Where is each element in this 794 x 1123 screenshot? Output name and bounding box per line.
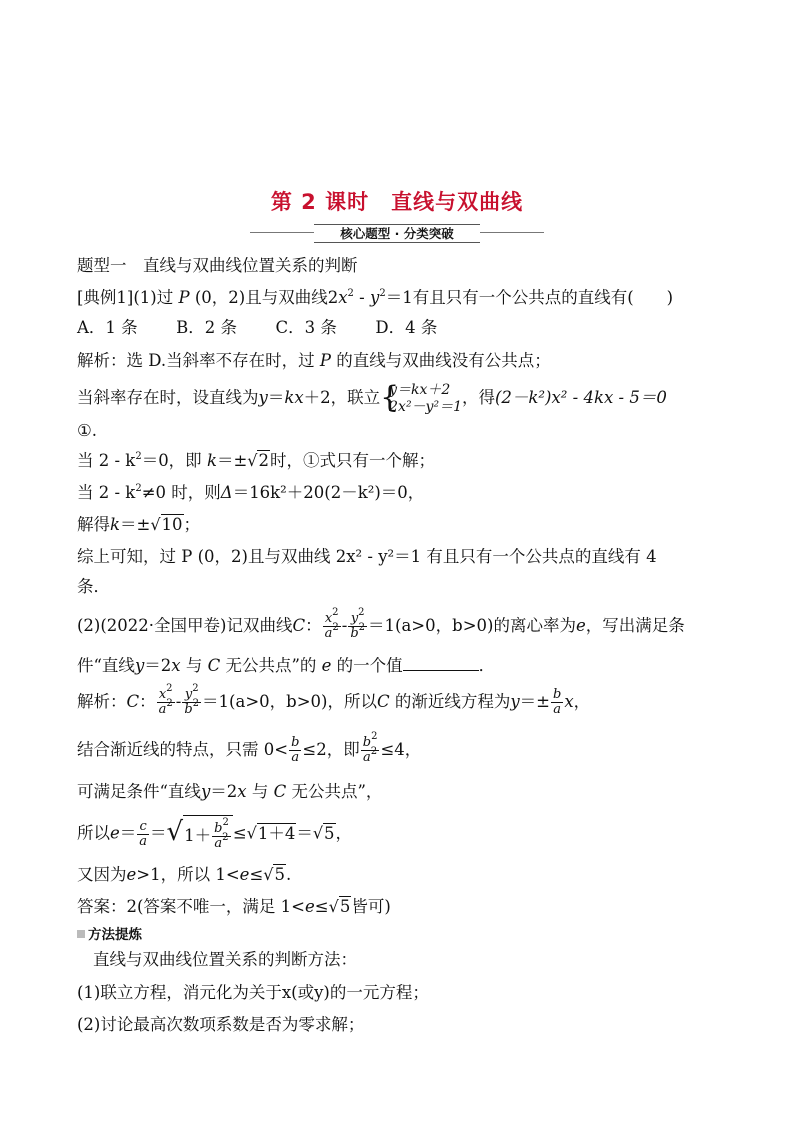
- system-eq-1: { y＝kx＋2: [389, 381, 451, 398]
- analysis2-text: >1，所以 1<: [136, 865, 240, 884]
- system-eq-2: 2x²－y²＝1: [389, 398, 462, 415]
- example2-line2: 件“直线y＝2x 与 C 无公共点”的 e 的一个值 ．: [77, 656, 496, 675]
- example1-label: [典例1](1)过: [77, 288, 174, 307]
- page-title: 第 2 课时 直线与双曲线: [270, 190, 524, 214]
- example1-mid: 且与双曲线2: [245, 288, 339, 307]
- example2-text: ，写出满足条: [585, 616, 685, 635]
- analysis1-text: 的直线与双曲线没有公共点；: [336, 351, 551, 370]
- section-heading: 题型一 直线与双曲线位置关系的判断: [77, 256, 358, 275]
- method-step2: (2)讨论最高次数项系数是否为零求解；: [77, 1015, 365, 1034]
- analysis2-text: ，: [335, 823, 353, 843]
- analysis2-line2: 结合渐近线的特点，只需 0< $\frac{b}{a}$ ≤2，即 $\frac{b^2}{a^2}$ ≤4，: [77, 731, 422, 765]
- answer-line: 答案：2(答案不唯一，满足 1<e≤√5皆可): [77, 897, 391, 916]
- example1-tail: ＝1有且只有一个公共点的直线有( ): [385, 288, 674, 307]
- analysis1-text: ；: [183, 515, 201, 534]
- banner-rule-left: [250, 232, 314, 233]
- point-coords: (0，2): [194, 288, 246, 307]
- banner-rule-right: [480, 232, 544, 233]
- option-d: D．4 条: [375, 318, 438, 337]
- analysis1-line6: 解得k＝±√10；: [77, 515, 201, 534]
- analysis1-text: 当 2 - k: [77, 451, 136, 470]
- analysis1-text: ＝0，即: [141, 451, 202, 470]
- analysis2-text: 无公共点”，: [291, 782, 383, 801]
- analysis2-text: ≤: [249, 865, 264, 884]
- example1-options: [77, 317, 437, 339]
- analysis1-line8: 条．: [77, 577, 110, 596]
- analysis1-line7: 综上可知，过 P (0，2)且与双曲线 2x² - y²＝1 有且只有一个公共点的直线有 4: [77, 547, 657, 566]
- option-c: C．3 条: [275, 318, 337, 337]
- analysis1-line3: ①.: [77, 421, 98, 440]
- analysis2-line5: 又因为e>1，所以 1<e≤√5.: [77, 865, 292, 884]
- answer-blank: [403, 656, 479, 671]
- analysis2-text: 结合渐近线的特点，只需 0<: [77, 740, 289, 759]
- banner-label: 核心题型 · 分类突破: [314, 224, 480, 243]
- analysis2-text: ≤2，即: [302, 740, 360, 759]
- answer-text: ≤: [314, 897, 329, 916]
- analysis1-line2: 当斜率存在时，设直线为y＝kx＋2，联立 { y＝kx＋2 2x²－y²＝1 ，得(2－k²)x² - 4kx - 5＝0: [77, 380, 667, 416]
- analysis1-line4: 当 $2 - k^2=0$，即 k＝±√2时，①式只有一个解；: [77, 451, 435, 470]
- analysis2-text: 的渐近线方程为: [394, 692, 511, 711]
- analysis1-text: ，得: [461, 388, 495, 407]
- analysis2-text: ≤: [232, 823, 247, 843]
- discriminant: ＝16k²＋20(2－k²)＝0，: [232, 483, 425, 502]
- example2-text: ＝1(a>0，b>0)的离心率为: [368, 616, 576, 635]
- point-p: P: [178, 288, 190, 307]
- analysis2-line3: 可满足条件“直线y＝2x 与 C 无公共点”，: [77, 782, 383, 801]
- analysis2-text: 可满足条件“直线: [77, 782, 201, 801]
- method-intro: 直线与双曲线位置关系的判断方法：: [93, 950, 357, 969]
- analysis1-text: 时，①式只有一个解；: [269, 451, 435, 470]
- analysis2-line4: 所以e＝ $\frac{c}{a}$ ＝√1＋ $\frac{b^2}{a^2}$ ≤√1＋4＝√5，: [77, 812, 352, 856]
- method-label-text: 方法提炼: [88, 927, 142, 943]
- analysis1-text: 解析：选 D.当斜率不存在时，过: [77, 351, 315, 370]
- analysis2-text: ＝1(a>0，b>0)，所以: [202, 692, 377, 711]
- analysis1-text: 当斜率存在时，设直线为: [77, 388, 259, 407]
- example2-text: ．: [478, 656, 496, 675]
- analysis2-text: 所以: [77, 823, 110, 843]
- analysis1-line1: 解析：选 D.当斜率不存在时，过 P 的直线与双曲线没有公共点；: [77, 351, 551, 370]
- analysis2-text: 解析：: [77, 692, 127, 711]
- equation-system: [380, 382, 462, 416]
- method-label: [77, 923, 142, 943]
- analysis1-text: ，联立: [330, 388, 381, 407]
- example2-text: 的一个值: [336, 656, 403, 675]
- example2-line1: (2)(2022·全国甲卷)记双曲线C： $\frac{x^2}{a^2}$ - $\frac{y^2}{b^2}$ ＝1(a>0，b>0)的离心率为e，写出满足条: [77, 607, 685, 641]
- analysis2-line1: 解析：C： $\frac{x^2}{a^2}$ - $\frac{y^2}{b^2}$ ＝1(a>0，b>0)，所以C 的渐近线方程为y＝± $\frac{b}{a}$ x，: [77, 683, 591, 717]
- example1-question: [典例1](1)过 P (0，2)且与双曲线$2x^2 - y^2=1$有且只有一个公共点的直线有( ): [77, 288, 674, 307]
- square-bullet-icon: [77, 930, 85, 938]
- analysis2-text: 又因为: [77, 865, 127, 884]
- method-step1: (1)联立方程，消元化为关于x(或y)的一元方程；: [77, 983, 429, 1002]
- analysis2-text: .: [285, 865, 292, 884]
- example2-text: 无公共点”的: [225, 656, 317, 675]
- example2-text: 与: [185, 656, 203, 675]
- answer-text: 答案：2(答案不唯一，满足 1<: [77, 897, 306, 916]
- example2-text: 件“直线: [77, 656, 135, 675]
- analysis1-text: 当 2 - k: [77, 483, 136, 502]
- option-a: A．1 条: [77, 318, 138, 337]
- analysis1-text: 解得: [77, 515, 110, 534]
- quadratic-equation: (2－k²)x² - 4kx - 5＝0: [494, 388, 667, 407]
- option-b: B．2 条: [176, 318, 238, 337]
- answer-text: 皆可): [351, 897, 391, 916]
- analysis1-line5: 当 $2 - k^2\ne 0$ 时，则Δ＝16k²＋20(2－k²)＝0，: [77, 483, 425, 502]
- section-banner: [250, 224, 544, 242]
- example2-text: (2)(2022·全国甲卷)记双曲线: [77, 616, 293, 635]
- analysis1-text: ≠0 时，则: [141, 483, 221, 502]
- analysis2-text: ≤4，: [380, 740, 422, 759]
